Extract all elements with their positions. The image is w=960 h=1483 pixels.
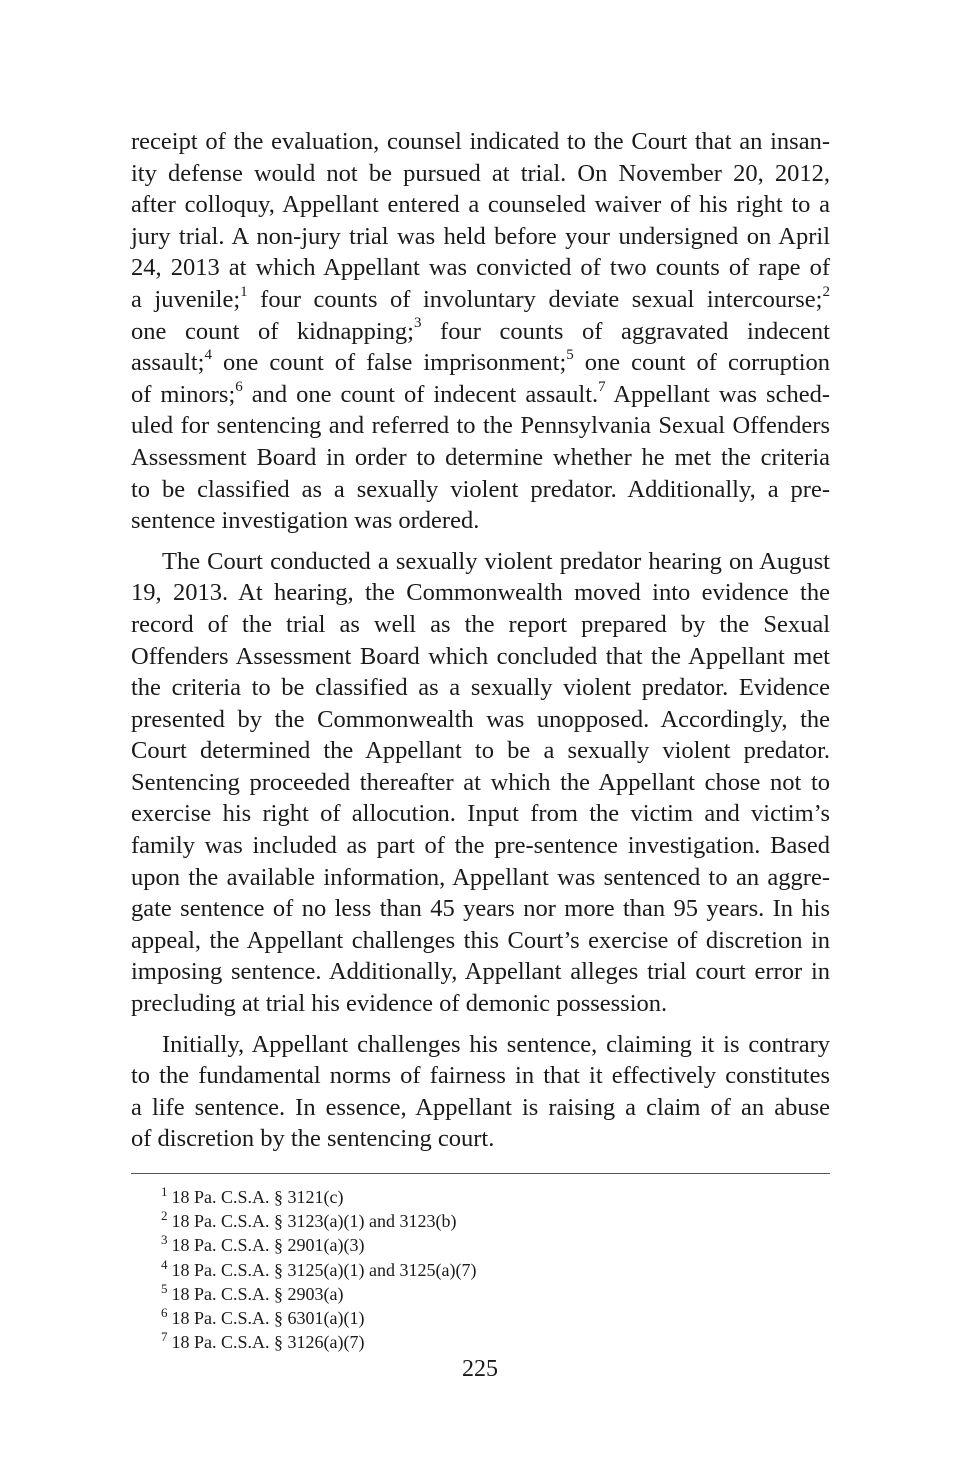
- text-segment: appeal, the Appellant challenges this Court’s exercise of discretion in: [131, 926, 830, 954]
- footnote-text: 18 Pa. C.S.A. § 3126(a)(7): [171, 1332, 365, 1353]
- footnote-text: 18 Pa. C.S.A. § 2901(a)(3): [171, 1235, 365, 1256]
- text-line: [131, 735, 830, 767]
- text-line: [131, 830, 830, 862]
- footnote-ref: 2: [822, 283, 830, 300]
- footnote-ref: 6: [235, 378, 243, 395]
- text-segment: to be classified as a sexually violent predator. Additionally, a pre-: [131, 475, 830, 503]
- footnote-number: 3: [161, 1232, 168, 1248]
- text-line: [131, 767, 830, 799]
- paragraph-2: [131, 546, 830, 1020]
- text-segment: upon the available information, Appellant was sentenced to an aggre-: [131, 863, 830, 891]
- footnote-number: 4: [161, 1256, 168, 1272]
- text-segment: of discretion by the sentencing court.: [131, 1125, 495, 1153]
- text-segment: family was included as part of the pre-sentence investigation. Based: [131, 832, 830, 860]
- text-line: [131, 798, 830, 830]
- text-segment: Sentencing proceeded thereafter at which the Appellant chose not to: [131, 768, 830, 796]
- text-line: [131, 410, 830, 442]
- text-segment: one count of false imprisonment;: [212, 349, 567, 377]
- text-line: [131, 221, 830, 253]
- text-segment: presented by the Commonwealth was unopposed. Accordingly, the: [131, 705, 830, 733]
- text-segment: 19, 2013. At hearing, the Commonwealth moved into evidence the: [131, 579, 830, 607]
- text-line: [131, 347, 830, 379]
- text-segment: the criteria to be classified as a sexually violent predator. Evidence: [131, 674, 830, 702]
- text-line: [131, 474, 830, 506]
- footnote-ref: 1: [240, 283, 248, 300]
- text-segment: one count of corruption: [573, 349, 830, 377]
- text-line: [131, 546, 830, 578]
- text-segment: four counts of aggravated indecent: [421, 317, 830, 345]
- text-line: [131, 956, 830, 988]
- footnote-7: [161, 1330, 476, 1354]
- page-number: 225: [462, 1356, 498, 1382]
- footnote-text: 18 Pa. C.S.A. § 3123(a)(1) and 3123(b): [171, 1211, 457, 1232]
- footnote-1: [161, 1185, 476, 1209]
- footnote-number: 1: [161, 1184, 168, 1199]
- footnote-text: 18 Pa. C.S.A. § 3121(c): [171, 1187, 344, 1207]
- text-segment: ity defense would not be pursued at trial. On November 20, 2012,: [131, 159, 830, 187]
- footnote-number: 6: [161, 1305, 168, 1321]
- text-segment: four counts of involuntary deviate sexual intercourse;: [247, 285, 823, 313]
- paragraph-3: [131, 1029, 830, 1155]
- text-line: [131, 158, 830, 190]
- text-segment: Court determined the Appellant to be a sexually violent predator.: [131, 737, 830, 765]
- text-segment: a life sentence. In essence, Appellant is raising a claim of an abuse: [131, 1093, 830, 1121]
- footnote-text: 18 Pa. C.S.A. § 2903(a): [171, 1283, 344, 1304]
- body-text: [131, 126, 830, 1164]
- text-segment: sentence investigation was ordered.: [131, 507, 480, 535]
- footnote-4: [161, 1258, 476, 1282]
- text-line: [131, 672, 830, 704]
- text-line: [131, 893, 830, 925]
- text-line: [131, 609, 830, 641]
- paragraph-1: [131, 126, 830, 537]
- text-segment: 24, 2013 at which Appellant was convicted of two counts of rape of: [131, 254, 830, 282]
- text-line: [131, 1092, 830, 1124]
- footnote-3: [161, 1233, 476, 1257]
- text-segment: uled for sentencing and referred to the Pennsylvania Sexual Offenders: [131, 412, 830, 440]
- text-segment: receipt of the evaluation, counsel indicated to the Court that an insan-: [131, 128, 830, 155]
- text-line: [131, 1029, 830, 1061]
- text-segment: precluding at trial his evidence of demonic possession.: [131, 990, 668, 1018]
- text-segment: Offenders Assessment Board which concluded that the Appellant met: [131, 642, 830, 670]
- text-segment: Assessment Board in order to determine whether he met the criteria: [131, 443, 830, 471]
- text-line: [131, 641, 830, 673]
- footnotes: [161, 1185, 476, 1354]
- text-segment: imposing sentence. Additionally, Appellant alleges trial court error in: [131, 958, 830, 986]
- text-segment: a juvenile;: [131, 285, 241, 313]
- footnote-ref: 4: [204, 347, 212, 363]
- text-line: [131, 925, 830, 957]
- text-line: [131, 379, 830, 411]
- text-line: [131, 577, 830, 609]
- text-segment: The Court conducted a sexually violent predator hearing on August: [162, 547, 830, 575]
- text-segment: one count of kidnapping;: [131, 317, 414, 345]
- text-segment: record of the trial as well as the report prepared by the Sexual: [131, 610, 830, 638]
- text-segment: assault;: [131, 349, 205, 377]
- footnote-2: [161, 1209, 476, 1233]
- text-line: [131, 316, 830, 348]
- text-line: [131, 988, 830, 1020]
- text-line: [131, 189, 830, 221]
- footnote-number: 7: [161, 1329, 168, 1345]
- footnote-ref: 5: [566, 347, 574, 363]
- text-line: [131, 1123, 830, 1155]
- text-segment: gate sentence of no less than 45 years nor more than 95 years. In his: [131, 895, 830, 923]
- footnote-ref: 7: [598, 378, 606, 395]
- text-segment: exercise his right of allocution. Input from the victim and victim’s: [131, 800, 830, 828]
- text-line: [131, 862, 830, 894]
- text-segment: jury trial. A non-jury trial was held before your undersigned on April: [131, 222, 830, 250]
- text-line: [131, 126, 830, 158]
- text-line: [131, 704, 830, 736]
- text-segment: to the fundamental norms of fairness in that it effectively constitutes: [131, 1062, 830, 1090]
- text-line: [131, 442, 830, 474]
- text-line: [131, 1060, 830, 1092]
- footnote-number: 5: [161, 1280, 168, 1296]
- text-segment: Appellant was sched-: [605, 380, 830, 408]
- footnote-5: [161, 1282, 476, 1306]
- text-segment: after colloquy, Appellant entered a counseled waiver of his right to a: [131, 191, 830, 219]
- text-segment: and one count of indecent assault.: [242, 380, 599, 408]
- text-line: [131, 252, 830, 284]
- text-line: [131, 284, 830, 316]
- text-line: [131, 505, 830, 537]
- footnote-text: 18 Pa. C.S.A. § 3125(a)(1) and 3125(a)(7): [171, 1259, 477, 1280]
- footnote-divider: [131, 1173, 830, 1174]
- footnote-ref: 3: [413, 315, 422, 332]
- text-segment: Initially, Appellant challenges his sentence, claiming it is contrary: [162, 1030, 830, 1058]
- footnote-number: 2: [161, 1208, 168, 1224]
- footnote-6: [161, 1306, 476, 1330]
- text-segment: of minors;: [131, 380, 236, 408]
- footnote-text: 18 Pa. C.S.A. § 6301(a)(1): [171, 1308, 365, 1329]
